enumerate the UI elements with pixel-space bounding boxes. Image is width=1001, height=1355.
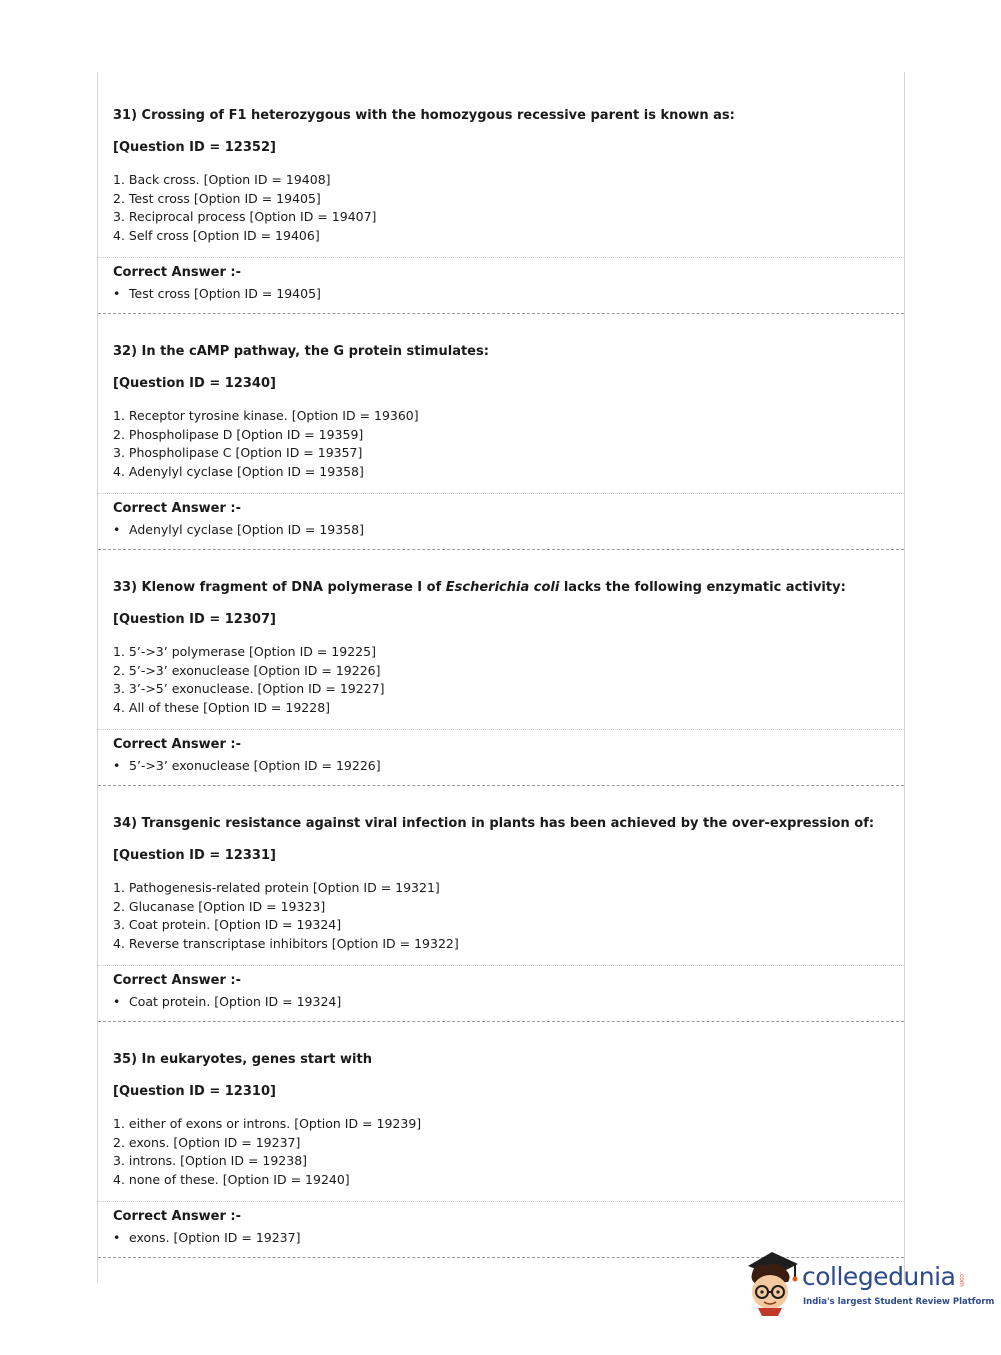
option-1: 1. either of exons or introns. [Option ID = 19239] (113, 1116, 422, 1131)
question-35 (98, 1024, 904, 1260)
section-divider (98, 257, 904, 258)
option-2: 2. Glucanase [Option ID = 19323] (113, 898, 326, 914)
question-paper (97, 72, 905, 1282)
question-31 (98, 80, 904, 316)
bullet-icon: • (113, 994, 121, 1009)
question-title: 34) Transgenic resistance against viral infection in plants has been achieved by the over-expression of: (113, 816, 875, 831)
correct-answer (113, 286, 321, 301)
logo-tagline: India's largest Student Review Platform (803, 1297, 995, 1307)
section-divider (98, 965, 904, 966)
option-4: 4. All of these [Option ID = 19228] (113, 699, 331, 715)
correct-answer (113, 758, 381, 773)
correct-answer-label: Correct Answer :- (113, 501, 241, 516)
option-2: 2. Phospholipase D [Option ID = 19359] (113, 426, 364, 442)
section-divider (98, 493, 904, 494)
correct-answer-text: Coat protein. [Option ID = 19324] (129, 994, 342, 1009)
logo-domain: .com (958, 1272, 965, 1287)
question-title: 31) Crossing of F1 heterozygous with the homozygous recessive parent is known as: (113, 108, 735, 123)
bullet-icon: • (113, 1230, 121, 1245)
question-32 (98, 316, 904, 552)
option-2: 2. Test cross [Option ID = 19405] (113, 190, 321, 206)
correct-answer (113, 994, 341, 1009)
question-34 (98, 788, 904, 1024)
option-1: 1. Back cross. [Option ID = 19408] (113, 172, 331, 187)
option-3: 3. 3’->5’ exonuclease. [Option ID = 19227] (113, 681, 385, 696)
correct-answer-label: Correct Answer :- (113, 973, 241, 988)
option-list (113, 879, 459, 953)
correct-answer-label: Correct Answer :- (113, 1209, 241, 1224)
bullet-icon: • (113, 286, 121, 301)
correct-answer (113, 1230, 300, 1245)
option-list (113, 1115, 421, 1189)
question-title (113, 580, 846, 595)
option-3: 3. Reciprocal process [Option ID = 19407] (113, 209, 377, 224)
correct-answer-text: 5’->3’ exonuclease [Option ID = 19226] (129, 758, 381, 773)
correct-answer-text: Adenylyl cyclase [Option ID = 19358] (129, 522, 364, 537)
correct-answer-text: exons. [Option ID = 19237] (129, 1230, 301, 1245)
option-4: 4. Adenylyl cyclase [Option ID = 19358] (113, 463, 364, 479)
question-divider (98, 1021, 904, 1022)
section-divider (98, 1201, 904, 1202)
bullet-icon: • (113, 758, 121, 773)
question-title-start: 33) Klenow fragment of DNA polymerase I of (113, 580, 446, 595)
correct-answer-label: Correct Answer :- (113, 265, 241, 280)
question-title: 32) In the cAMP pathway, the G protein stimulates: (113, 344, 489, 359)
question-id: [Question ID = 12307] (113, 612, 276, 627)
question-id: [Question ID = 12352] (113, 140, 276, 155)
question-title: 35) In eukaryotes, genes start with (113, 1052, 372, 1067)
section-divider (98, 729, 904, 730)
question-id: [Question ID = 12310] (113, 1084, 276, 1099)
option-2: 2. 5’->3’ exonuclease [Option ID = 19226] (113, 662, 381, 678)
question-title-end: lacks the following enzymatic activity: (559, 580, 846, 595)
option-list (113, 407, 419, 481)
option-1: 1. Pathogenesis-related protein [Option ID = 19321] (113, 880, 440, 895)
collegedunia-logo (742, 1248, 995, 1318)
option-list (113, 171, 376, 245)
question-divider (98, 785, 904, 786)
correct-answer-text: Test cross [Option ID = 19405] (129, 286, 321, 301)
question-divider (98, 313, 904, 314)
option-list (113, 643, 384, 717)
correct-answer (113, 522, 364, 537)
question-33 (98, 552, 904, 788)
option-3: 3. introns. [Option ID = 19238] (113, 1153, 308, 1168)
student-mascot-icon (742, 1248, 804, 1318)
question-id: [Question ID = 12340] (113, 376, 276, 391)
option-3: 3. Coat protein. [Option ID = 19324] (113, 917, 342, 932)
question-id: [Question ID = 12331] (113, 848, 276, 863)
species-name: Escherichia coli (445, 580, 560, 595)
option-4: 4. none of these. [Option ID = 19240] (113, 1171, 350, 1187)
option-4: 4. Reverse transcriptase inhibitors [Option ID = 19322] (113, 935, 459, 951)
logo-wordmark: collegedunia (802, 1262, 956, 1291)
bullet-icon: • (113, 522, 121, 537)
option-1: 1. 5’->3’ polymerase [Option ID = 19225] (113, 644, 376, 659)
option-3: 3. Phospholipase C [Option ID = 19357] (113, 445, 363, 460)
correct-answer-label: Correct Answer :- (113, 737, 241, 752)
option-2: 2. exons. [Option ID = 19237] (113, 1134, 301, 1150)
option-1: 1. Receptor tyrosine kinase. [Option ID = 19360] (113, 408, 419, 423)
option-4: 4. Self cross [Option ID = 19406] (113, 227, 320, 243)
question-divider (98, 549, 904, 550)
